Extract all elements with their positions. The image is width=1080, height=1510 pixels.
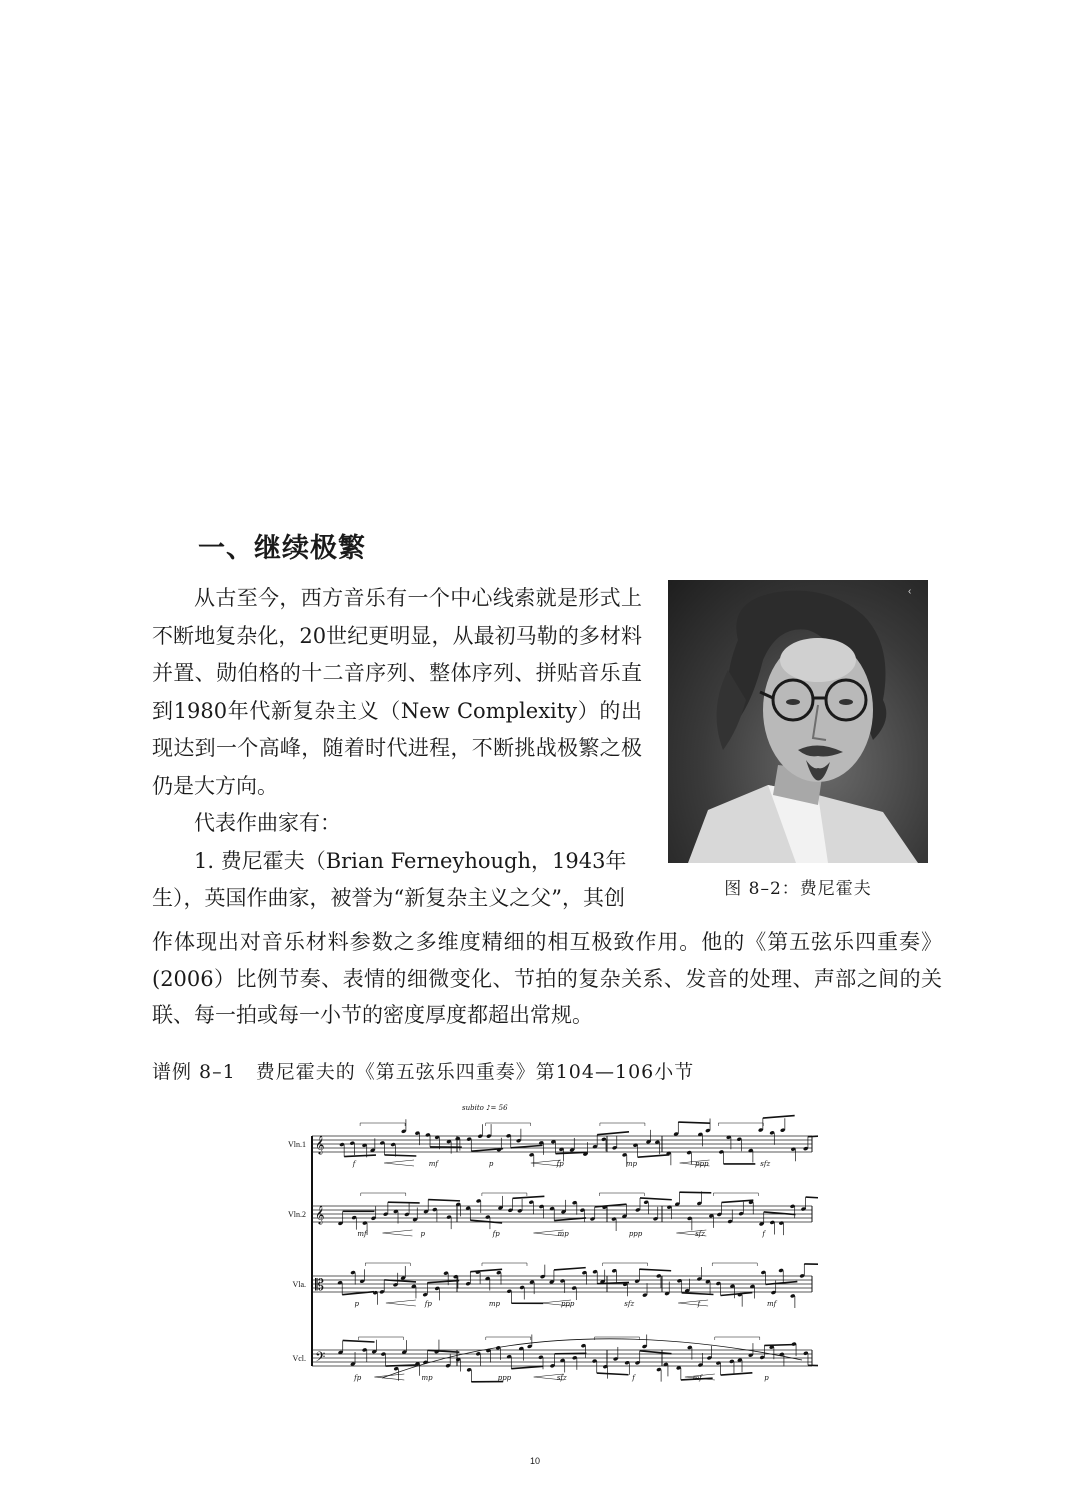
paragraph-intro: 从古至今，西方音乐有一个中心线索就是形式上不断地复杂化，20世纪更明显，从最初马勒的多材料并置、勋伯格的十二音序列、整体序列、拼贴音乐直到1980年代新复杂主义（New Complexity）的出现达到一个高峰，随着时代进程，不断挑战极繁之极仍是大方向。 [152,586,642,798]
svg-text:mp: mp [557,1230,569,1238]
section-heading: 一、继续极繁 [198,533,366,564]
body-text-lower [152,924,942,1034]
svg-text:fp: fp [556,1160,564,1168]
svg-text:fp: fp [424,1300,432,1308]
svg-text:fp: fp [354,1374,362,1382]
svg-text:𝄞: 𝄞 [315,1205,325,1224]
svg-text:f: f [632,1374,635,1382]
svg-text:mp: mp [421,1374,433,1382]
svg-text:p: p [764,1374,769,1382]
instrument-label: Vcl. [292,1354,306,1363]
svg-text:mf: mf [428,1160,439,1168]
svg-text:ppp: ppp [560,1300,575,1308]
svg-text:ppp: ppp [628,1230,643,1238]
svg-text:sfz: sfz [624,1300,635,1308]
svg-text:subito ♪= 56: subito ♪= 56 [462,1104,508,1112]
ferneyhough-photo [668,580,928,863]
svg-text:𝄢: 𝄢 [315,1349,326,1368]
svg-text:𝄞: 𝄞 [315,1135,325,1154]
svg-text:p: p [488,1160,494,1168]
score-page-number: 10 [530,1456,541,1466]
score-caption: 谱例 8–1 费尼霍夫的《第五弦乐四重奏》第104—106小节 [152,1061,695,1083]
svg-text:sfz: sfz [760,1160,771,1168]
figure-caption: 图 8–2：费尼霍夫 [724,879,872,899]
svg-text:p: p [354,1300,360,1308]
svg-text:mp: mp [625,1160,637,1168]
svg-text:f: f [697,1300,701,1308]
svg-text:mf: mf [692,1374,702,1382]
paragraph-ferneyhough-end: 作体现出对音乐材料参数之多维度精细的相互极致作用。他的《第五弦乐四重奏》(2006）比例节奏、表情的细微变化、节拍的复杂关系、发音的处理、声部之间的关联、每一拍或每一小节的密度厚度都超出常规。 [152,930,942,1027]
svg-text:f: f [352,1160,356,1168]
svg-text:p: p [420,1230,426,1238]
svg-text:mp: mp [488,1300,501,1308]
svg-text:sfz: sfz [695,1230,705,1238]
music-score [262,1098,818,1458]
svg-text:𝄡: 𝄡 [315,1275,324,1294]
score-notation-icon [262,1098,818,1458]
instrument-label: Vln.1 [288,1140,306,1149]
svg-text:f: f [762,1230,766,1238]
svg-text:sfz: sfz [556,1374,567,1382]
svg-text:ppp: ppp [695,1160,709,1168]
paragraph-ferneyhough-start: 1. 费尼霍夫（Brian Ferneyhough，1943年生），英国作曲家，被誉为“新复杂主义之父”，其创 [152,848,627,910]
portrait-icon [668,580,928,863]
svg-text:mf: mf [357,1230,367,1238]
instrument-label: Vla. [292,1280,306,1289]
svg-text:ppp: ppp [497,1374,512,1382]
svg-text:mf: mf [767,1300,777,1308]
body-text-upper [152,580,642,918]
svg-text:fp: fp [492,1230,500,1238]
instrument-label: Vln.2 [288,1210,306,1219]
svg-text:‹: ‹ [908,586,912,597]
paragraph-composers-label: 代表作曲家有： [194,811,341,835]
